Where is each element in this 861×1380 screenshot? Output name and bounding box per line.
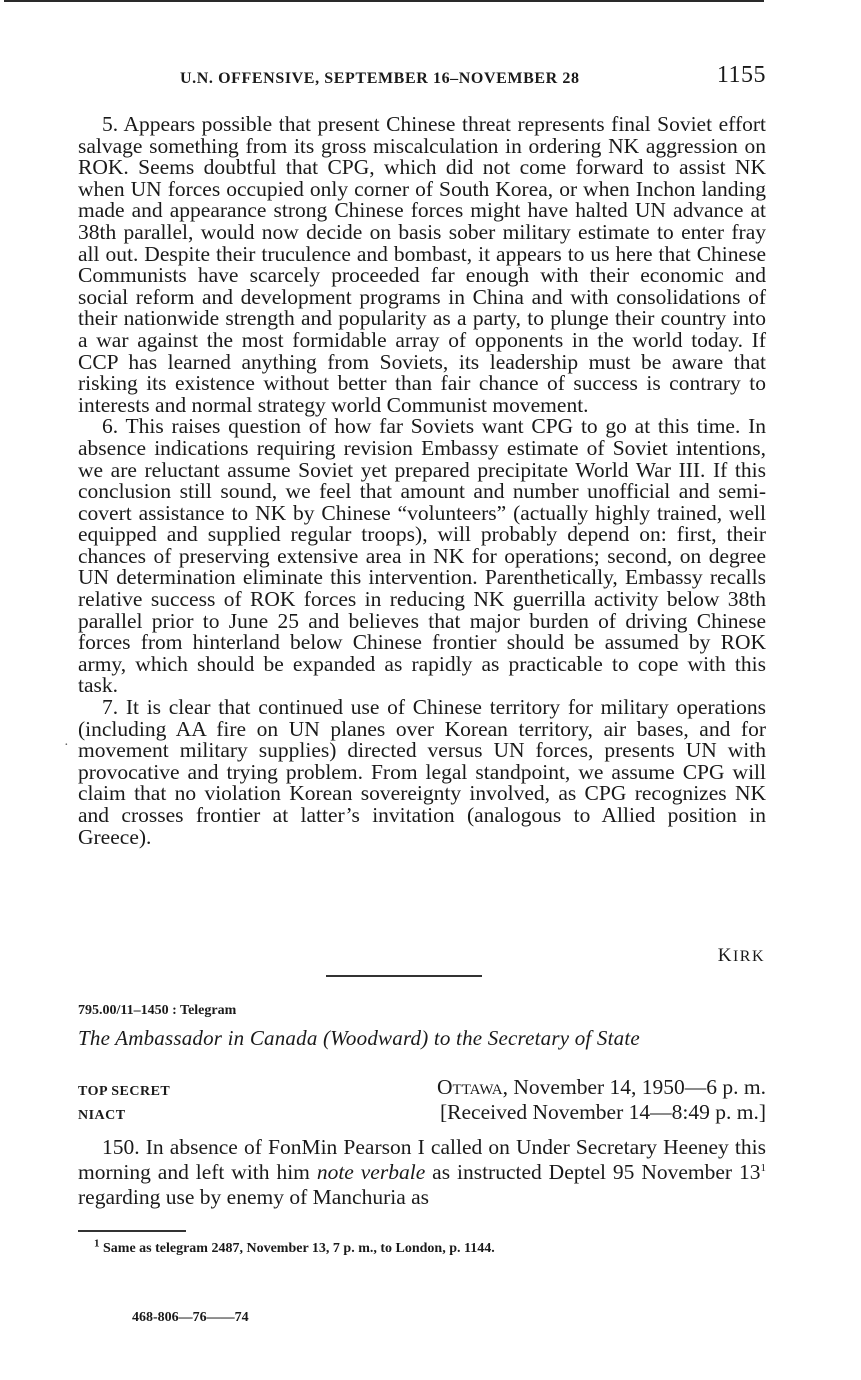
running-head: U.N. OFFENSIVE, SEPTEMBER 16–NOVEMBER 28 bbox=[180, 70, 580, 87]
telegram-text-part-3: regarding use by enemy of Manchuria as bbox=[78, 1185, 430, 1209]
dateline bbox=[437, 1075, 766, 1100]
paragraph-6: 6. This raises question of how far Soviets want CPG to go at this time. In absence indications requiring revision Embassy estimate of Soviet intentions, we are reluctant assume Soviet yet prepared precipitate World War III. If this conclusion still sound, we feel that amount and number unofficial and semi-covert assistance to NK by Chinese “volunteers” (actually highly trained, well equipped and supplied regular troops), will probably depend on: first, their chances of preserving extensive area in NK for operations; second, on degree UN determination eliminate this intervention. Parenthetically, Embassy recalls relative success of ROK forces in reducing NK guerrilla activity below 38th parallel prior to June 25 and believes that major burden of driving Chinese forces from hinterland below Chinese frontier should be assumed by ROK army, which should be expanded as rapidly as practicable to cope with this task. bbox=[78, 414, 766, 698]
document-title: The Ambassador in Canada (Woodward) to the Secretary of State bbox=[78, 1026, 640, 1050]
printing-code: 468-806—76——74 bbox=[132, 1310, 249, 1325]
telegram-text-part-1: 150. In absence of FonMin Pearson I called on Under Secretary Heeney this morning and left with him bbox=[78, 1135, 766, 1184]
dateline-place: Ottawa bbox=[437, 1075, 503, 1099]
footnote bbox=[94, 1237, 495, 1257]
document-reference: 795.00/11–1450 : Telegram bbox=[78, 1003, 237, 1018]
signature-rest: IRK bbox=[732, 948, 765, 965]
page-header bbox=[180, 62, 766, 98]
telegram-text bbox=[78, 1135, 766, 1210]
precedence: NIACT bbox=[78, 1108, 126, 1123]
page-number: 1155 bbox=[716, 62, 766, 88]
margin-mark: · bbox=[64, 738, 69, 753]
telegram-paragraph bbox=[78, 1135, 766, 1210]
footnote-rule bbox=[78, 1230, 186, 1232]
received-line: [Received November 14—8:49 p. m.] bbox=[440, 1100, 766, 1124]
footnote-marker: 1 bbox=[94, 1237, 100, 1250]
top-rule bbox=[4, 0, 764, 2]
signature bbox=[718, 945, 765, 967]
telegram-text-part-2: as instructed Deptel 95 November 13 bbox=[425, 1160, 761, 1184]
paragraph-7: 7. It is clear that continued use of Chinese territory for military operations (including AA fire on UN planes over Korean territory, air bases, and for movement military supplies) directed versus UN forces, presents UN with provocative and trying problem. From legal standpoint, we assume CPG will claim that no violation Korean sovereignty involved, as CPG recognizes NK and crosses frontier at latter’s invitation (analogous to Allied position in Greece). bbox=[78, 695, 766, 849]
paragraph-5: 5. Appears possible that present Chinese threat represents final Soviet effort salvage something from its gross miscalculation in ordering NK aggression on ROK. Seems doubtful that CPG, which did not come forward to assist NK when UN forces occupied only corner of South Korea, or when Inchon landing made and appearance strong Chinese forces might have halted UN advance at 38th parallel, would now decide on basis sober military estimate to enter fray all out. Despite their truculence and bombast, it appears to us here that Chinese Communists have scarcely proceeded far enough with their economic and social reform and development programs in China and with consolidations of their nationwide strength and popularity as a party, to plunge their country into a war against the most formidable array of opponents in the world today. If CCP has learned anything from Soviets, its leadership must be aware that risking its existence without better than fair chance of success is contrary to interests and normal strategy world Communist movement. bbox=[78, 112, 766, 417]
footnote-reference: 1 bbox=[760, 1161, 766, 1174]
note-verbale: note verbale bbox=[316, 1160, 426, 1184]
signature-initial: K bbox=[717, 945, 733, 966]
section-divider bbox=[326, 975, 482, 977]
body-text bbox=[78, 114, 766, 848]
footnote-text: Same as telegram 2487, November 13, 7 p. m., to London, p. 1144. bbox=[103, 1241, 495, 1256]
classification: TOP SECRET bbox=[78, 1084, 171, 1099]
dateline-date: , November 14, 1950—6 p. m. bbox=[502, 1075, 766, 1099]
